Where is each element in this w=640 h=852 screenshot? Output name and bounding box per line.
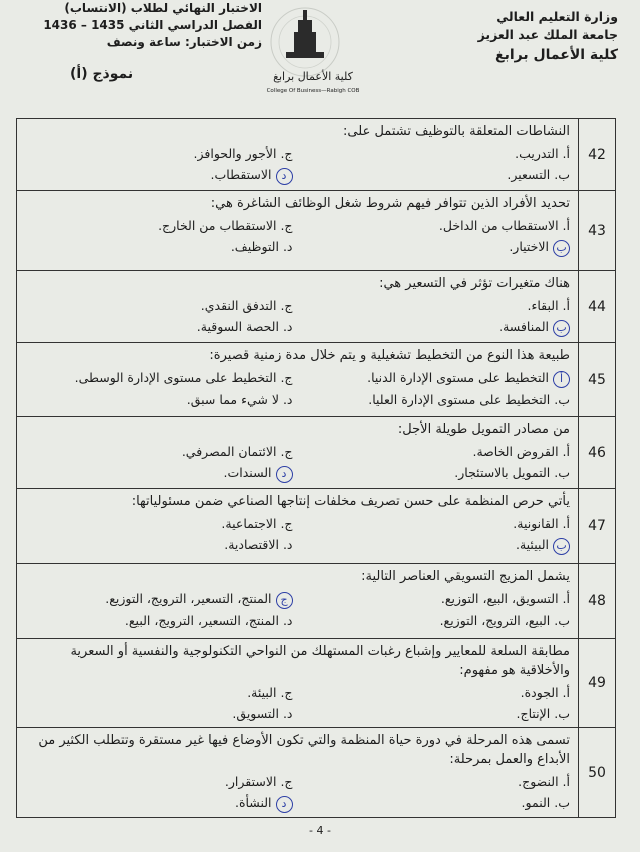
question-text: هناك متغيرات تؤثر في التسعير هي:	[379, 276, 570, 291]
answer-option[interactable]	[25, 611, 293, 630]
question-row	[17, 417, 616, 489]
option-text: الاستقطاب من الداخل.	[438, 218, 559, 233]
option-letter: أ.	[562, 444, 570, 459]
option-letter: أ.	[562, 685, 570, 700]
selected-answer-mark: د	[276, 168, 293, 185]
option-text: النشأة.	[234, 795, 272, 810]
university-logo-icon	[250, 2, 360, 98]
option-text: الحصة السوقية.	[196, 319, 279, 334]
option-letter: ج.	[280, 685, 293, 700]
option-letter: ج.	[280, 218, 293, 233]
option-letter: د.	[282, 392, 293, 407]
option-text: البيئية.	[515, 537, 550, 552]
answer-option[interactable]	[303, 463, 571, 483]
option-letter: ب.	[554, 613, 570, 628]
question-number: 50	[579, 728, 616, 818]
question-body	[17, 564, 579, 639]
option-text: الإنتاج.	[516, 706, 551, 721]
option-letter: ب.	[554, 167, 570, 182]
selected-answer-mark: د	[276, 466, 293, 483]
answer-option[interactable]	[25, 390, 293, 409]
answer-options	[25, 514, 570, 555]
answer-option[interactable]	[303, 772, 571, 791]
question-row	[17, 564, 616, 639]
option-letter: أ.	[562, 774, 570, 789]
semester-label: الفصل الدراسي الثاني 1435 – 1436	[43, 18, 262, 32]
question-number: 43	[579, 191, 616, 271]
answer-option[interactable]	[25, 793, 293, 813]
option-letter: أ.	[562, 146, 570, 161]
option-text: التسويق، البيع، التوزيع.	[440, 591, 559, 606]
question-body	[17, 119, 579, 191]
option-letter: د.	[282, 537, 293, 552]
question-body	[17, 639, 579, 728]
answer-option[interactable]	[25, 144, 293, 163]
option-letter: أ.	[562, 218, 570, 233]
option-letter: أ.	[562, 516, 570, 531]
option-letter: ب.	[554, 392, 570, 407]
option-text: الأجور والحوافز.	[193, 146, 277, 161]
option-text: التوظيف.	[230, 239, 279, 254]
option-letter: ج.	[280, 516, 293, 531]
selected-answer-mark: ب	[553, 320, 570, 337]
question-text: مطابقة السلعة للمعايير وإشباع رغبات المستهلك من النواحي التكنولوجية والنفسية أو السعرية والأخلاقية هو مفهوم:	[70, 644, 570, 678]
question-number: 45	[579, 343, 616, 417]
answer-option[interactable]	[25, 463, 293, 483]
exam-header	[0, 0, 640, 118]
answer-options	[25, 589, 570, 630]
page-number: - 4 -	[309, 824, 331, 837]
question-text: يأتي حرص المنظمة على حسن تصريف مخلفات إنتاجها الصناعي ضمن مسئولياتها:	[131, 494, 570, 509]
answer-option[interactable]	[25, 368, 293, 388]
answer-option[interactable]	[25, 772, 293, 791]
selected-answer-mark: ب	[553, 538, 570, 555]
answer-option[interactable]	[303, 368, 571, 388]
option-text: لا شيء مما سبق.	[186, 392, 279, 407]
answer-option[interactable]	[25, 683, 293, 702]
question-text: من مصادر التمويل طويلة الأجل:	[397, 422, 570, 437]
question-text: تحديد الأفراد الذين تتوافر فيهم شروط شغل الوظائف الشاغرة هي:	[210, 196, 570, 211]
option-letter: ج.	[280, 370, 293, 385]
option-text: الاستقرار.	[224, 774, 277, 789]
option-text: المنافسة.	[499, 319, 550, 334]
option-text: الجودة.	[520, 685, 559, 700]
option-letter: ب.	[554, 465, 570, 480]
exam-info-block	[22, 0, 262, 51]
option-text: المنتج، التسعير، الترويج، التوزيع.	[105, 591, 272, 606]
logo-caption-arabic: كلية الأعمال برابغ	[273, 70, 353, 83]
answer-options	[25, 296, 570, 337]
answer-options	[25, 442, 570, 483]
question-body	[17, 489, 579, 564]
question-row	[17, 119, 616, 191]
option-text: التسعير.	[507, 167, 551, 182]
question-text: طبيعة هذا النوع من التخطيط تشغيلية و يتم خلال مدة زمنية قصيرة:	[209, 348, 570, 363]
answer-option[interactable]	[25, 535, 293, 555]
answer-option[interactable]	[303, 683, 571, 702]
question-number: 49	[579, 639, 616, 728]
answer-options	[25, 772, 570, 813]
question-row	[17, 639, 616, 728]
option-text: التخطيط على مستوى الإدارة الدنيا.	[367, 370, 550, 385]
exam-title: الاختبار النهائي لطلاب (الانتساب)	[64, 1, 262, 15]
option-text: التمويل بالاستئجار.	[454, 465, 551, 480]
option-text: الاستقطاب.	[210, 167, 272, 182]
option-letter: د.	[282, 239, 293, 254]
question-row	[17, 271, 616, 343]
answer-option[interactable]	[303, 589, 571, 609]
selected-answer-mark: د	[276, 796, 293, 813]
answer-option[interactable]	[303, 296, 571, 315]
option-text: الاقتصادية.	[224, 537, 279, 552]
ministry-name: وزارة التعليم العالي	[496, 9, 618, 24]
answer-options	[25, 368, 570, 409]
option-letter: ج.	[280, 444, 293, 459]
option-text: البيئة.	[247, 685, 277, 700]
answer-option[interactable]	[303, 216, 571, 235]
option-text: الاجتماعية.	[221, 516, 277, 531]
question-row	[17, 343, 616, 417]
question-body	[17, 728, 579, 818]
question-number: 48	[579, 564, 616, 639]
option-letter: ج.	[280, 774, 293, 789]
option-letter: أ.	[562, 298, 570, 313]
answer-option[interactable]	[303, 514, 571, 533]
option-text: التخطيط على مستوى الإدارة العليا.	[368, 392, 551, 407]
answer-option[interactable]	[303, 144, 571, 163]
answer-option[interactable]	[25, 296, 293, 315]
option-letter: ج.	[280, 298, 293, 313]
answer-option[interactable]	[303, 704, 571, 723]
question-body	[17, 343, 579, 417]
answer-options	[25, 216, 570, 257]
answer-option[interactable]	[303, 611, 571, 630]
option-text: النضوج.	[518, 774, 559, 789]
answer-option[interactable]	[303, 317, 571, 337]
answer-option[interactable]	[25, 514, 293, 533]
option-text: التسويق.	[232, 706, 279, 721]
question-text: تسمى هذه المرحلة في دورة حياة المنظمة والتي تكون الأوضاع فيها غير مستقرة وتتطلب الكثير من الأبداع والعمل بمرحلة:	[38, 733, 570, 767]
option-text: السندات.	[223, 465, 272, 480]
question-body	[17, 417, 579, 489]
answer-option[interactable]	[25, 237, 293, 257]
question-body	[17, 191, 579, 271]
answer-option[interactable]	[303, 390, 571, 409]
option-text: القروض الخاصة.	[472, 444, 559, 459]
selected-answer-mark: ب	[553, 240, 570, 257]
question-row	[17, 728, 616, 818]
answer-option[interactable]	[25, 589, 293, 609]
option-text: القانونية.	[513, 516, 559, 531]
option-text: الائتمان المصرفي.	[181, 444, 277, 459]
option-letter: ب.	[554, 706, 570, 721]
selected-answer-mark: ج	[276, 592, 293, 609]
institution-block	[478, 8, 618, 64]
option-letter: د.	[282, 613, 293, 628]
exam-model-label: نموذج (أ)	[70, 66, 134, 82]
answer-options	[25, 683, 570, 723]
answer-option[interactable]	[25, 317, 293, 337]
answer-option[interactable]	[25, 704, 293, 723]
questions-table	[16, 118, 616, 818]
answer-option[interactable]	[303, 793, 571, 813]
answer-option[interactable]	[303, 535, 571, 555]
question-number: 44	[579, 271, 616, 343]
question-row	[17, 489, 616, 564]
question-body	[17, 271, 579, 343]
question-number: 47	[579, 489, 616, 564]
question-row	[17, 191, 616, 271]
option-text: البيع، الترويج، التوزيع.	[439, 613, 551, 628]
answer-option[interactable]	[303, 442, 571, 461]
option-letter: د.	[282, 319, 293, 334]
answer-option[interactable]	[303, 237, 571, 257]
question-number: 46	[579, 417, 616, 489]
answer-option[interactable]	[25, 216, 293, 235]
option-text: التدفق النقدي.	[200, 298, 277, 313]
exam-duration: زمن الاختبار: ساعة ونصف	[106, 35, 262, 49]
logo-caption-english: College Of Business—Rabigh COB	[266, 88, 360, 94]
option-text: النمو.	[521, 795, 551, 810]
question-text: النشاطات المتعلقة بالتوظيف تشتمل على:	[343, 124, 570, 139]
college-name: كلية الأعمال برابغ	[495, 47, 618, 63]
answer-option[interactable]	[303, 165, 571, 185]
option-text: الاستقطاب من الخارج.	[158, 218, 277, 233]
option-letter: ج.	[280, 146, 293, 161]
answer-options	[25, 144, 570, 185]
answer-option[interactable]	[25, 165, 293, 185]
option-letter: أ.	[562, 591, 570, 606]
option-letter: ب.	[554, 795, 570, 810]
option-text: التخطيط على مستوى الإدارة الوسطى.	[74, 370, 277, 385]
option-text: الاختيار.	[509, 239, 550, 254]
option-letter: د.	[282, 706, 293, 721]
question-text: يشمل المزيج التسويقي العناصر التالية:	[361, 569, 570, 584]
question-number: 42	[579, 119, 616, 191]
option-text: البقاء.	[527, 298, 559, 313]
university-name: جامعة الملك عبد العزيز	[477, 27, 618, 42]
selected-answer-mark: أ	[553, 371, 570, 388]
answer-option[interactable]	[25, 442, 293, 461]
option-text: المنتج، التسعير، الترويج، البيع.	[124, 613, 279, 628]
option-text: التدريب.	[515, 146, 559, 161]
